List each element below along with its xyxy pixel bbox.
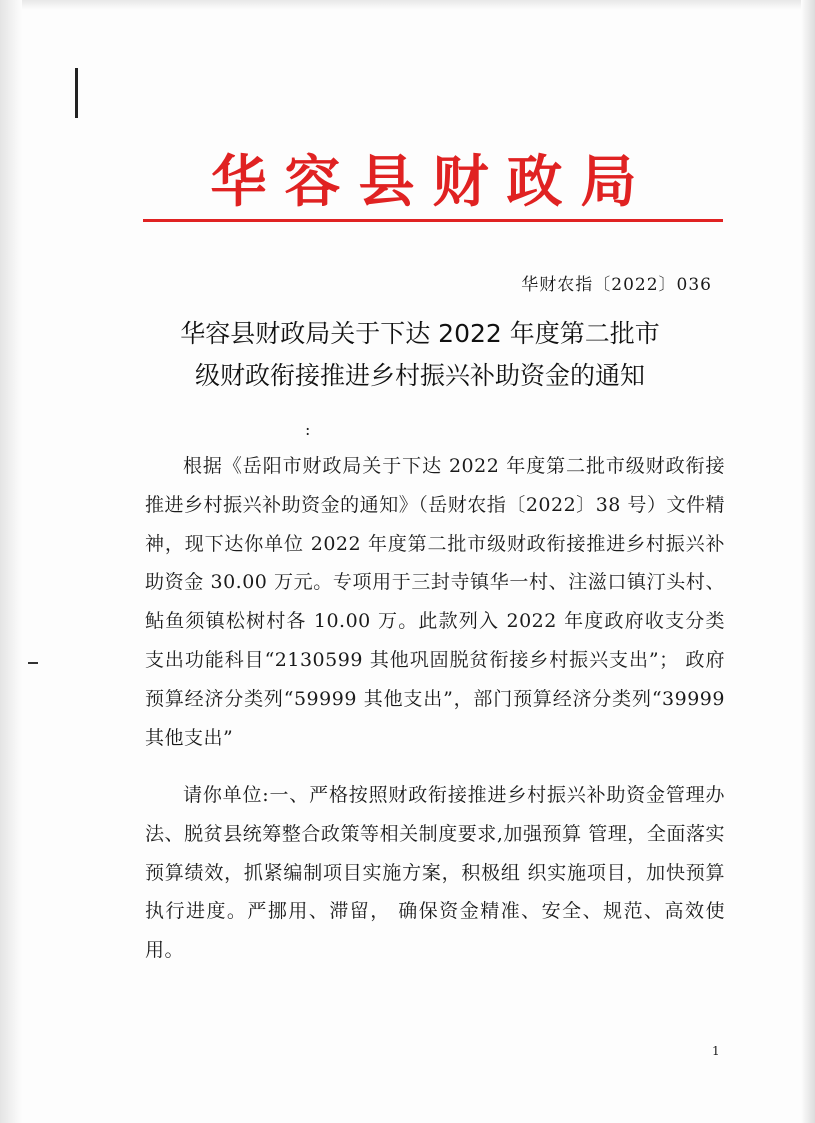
scan-edge-left: [0, 0, 22, 1123]
salutation: :: [305, 420, 311, 439]
body-paragraph-2: 请你单位:一、严格按照财政衔接推进乡村振兴补助资金管理办法、脱贫县统筹整合政策等相关制度要求,加强预算 管理，全面落实预算绩效，抓紧编制项目实施方案，积极组 织实施项目，加快预算执行进度。严挪用、滞留， 确保资金精准、安全、规范、高效使用。: [145, 784, 725, 962]
page-number: 1: [712, 1044, 720, 1058]
scan-artifact-mark: [75, 68, 78, 118]
scan-artifact-dash: [28, 662, 38, 664]
document-title-line-2: 级财政衔接推进乡村振兴补助资金的通知: [194, 361, 645, 390]
scan-edge-top: [0, 0, 815, 10]
document-number: 华财农指〔2022〕036: [521, 275, 712, 295]
document-title-line-1: 华容县财政局关于下达 2022 年度第二批市: [180, 319, 660, 348]
scan-edge-right: [801, 0, 815, 1123]
header-red-rule: [143, 219, 723, 222]
body-paragraph-1: 根据《岳阳市财政局关于下达 2022 年度第二批市级财政衔接推进乡村振兴补助资金的通知》（岳财农指〔2022〕38 号）文件精神，现下达你单位 2022 年度第二批市级财政衔接推进乡村振兴补助资金 30.00 万元。专项用于三封寺镇华一村、注滋口镇汀头村、鲇鱼须镇松树村各 10.00 万。此款列入 2022 年度政府收支分类支出功能科目“2130599 其他巩固脱贫衔接乡村振兴支出”； 政府预算经济分类列“59999 其他支出”，部门预算经济分类列“39999 其他支出”: [145, 455, 725, 749]
document-title: [135, 313, 705, 397]
agency-header-title: 华容县财政局: [210, 149, 655, 215]
